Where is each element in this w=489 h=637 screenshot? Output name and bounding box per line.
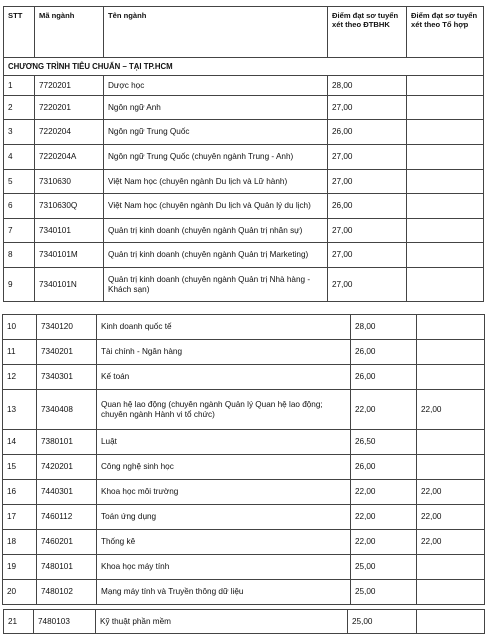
- header-score-dtbhk: Điểm đạt sơ tuyển xét theo ĐTBHK: [328, 7, 407, 58]
- cell-name: Ngôn ngữ Trung Quốc (chuyên ngành Trung - Anh): [104, 145, 328, 170]
- table-row: [3, 580, 485, 605]
- table-row: [3, 455, 485, 480]
- cell-score-combo: 22,00: [417, 530, 485, 555]
- cell-code: 7340101M: [35, 243, 104, 268]
- cell-score-dtbhk: 27,00: [328, 145, 407, 170]
- cell-code: 7340301: [37, 365, 97, 390]
- cell-score-dtbhk: 26,00: [328, 194, 407, 219]
- cell-stt: 5: [4, 170, 35, 194]
- table-row: [3, 555, 485, 580]
- table-row: [3, 530, 485, 555]
- cell-score-combo: [407, 243, 484, 268]
- cell-name: Quan hệ lao động (chuyên ngành Quản lý Quan hệ lao động; chuyên ngành Hành vi tổ chức): [97, 390, 351, 430]
- cell-score-dtbhk: 22,00: [351, 505, 417, 530]
- cell-score-dtbhk: 22,00: [351, 530, 417, 555]
- cell-score-dtbhk: 25,00: [351, 555, 417, 580]
- cell-stt: 10: [3, 315, 37, 340]
- cell-stt: 12: [3, 365, 37, 390]
- cell-name: Luật: [97, 430, 351, 455]
- header-code: Mã ngành: [35, 7, 104, 58]
- cell-stt: 8: [4, 243, 35, 268]
- table-row: [4, 610, 485, 634]
- cell-score-dtbhk: 27,00: [328, 170, 407, 194]
- table-header-row: [4, 7, 484, 58]
- table-block-2: [2, 314, 485, 605]
- cell-code: 7310630Q: [35, 194, 104, 219]
- cell-stt: 20: [3, 580, 37, 605]
- table-row: [4, 120, 484, 145]
- cell-code: 7340101: [35, 219, 104, 243]
- cell-score-dtbhk: 27,00: [328, 268, 407, 302]
- cell-score-dtbhk: 27,00: [328, 219, 407, 243]
- cell-score-dtbhk: 22,00: [351, 390, 417, 430]
- section-row: [4, 58, 484, 76]
- admission-table-part-1: [3, 6, 484, 302]
- cell-stt: 13: [3, 390, 37, 430]
- cell-name: Dược học: [104, 76, 328, 96]
- cell-name: Khoa học máy tính: [97, 555, 351, 580]
- cell-score-dtbhk: 27,00: [328, 243, 407, 268]
- cell-score-combo: [417, 610, 485, 634]
- table-row: [4, 268, 484, 302]
- table-block-3: [3, 609, 485, 634]
- cell-code: 7480101: [37, 555, 97, 580]
- cell-code: 7220204: [35, 120, 104, 145]
- cell-name: Quản trị kinh doanh (chuyên ngành Quản trị Marketing): [104, 243, 328, 268]
- cell-code: 7460112: [37, 505, 97, 530]
- admission-table-part-2: [2, 314, 485, 605]
- table-block-1: [3, 6, 484, 302]
- cell-score-dtbhk: 22,00: [351, 480, 417, 505]
- table-row: [3, 505, 485, 530]
- cell-code: 7380101: [37, 430, 97, 455]
- cell-code: 7220201: [35, 96, 104, 120]
- cell-stt: 19: [3, 555, 37, 580]
- table-row: [4, 145, 484, 170]
- header-score-combo: Điểm đạt sơ tuyển xét theo Tổ hợp: [407, 7, 484, 58]
- cell-score-combo: 22,00: [417, 390, 485, 430]
- cell-stt: 18: [3, 530, 37, 555]
- table-row: [3, 390, 485, 430]
- table-row: [4, 194, 484, 219]
- cell-stt: 21: [4, 610, 34, 634]
- cell-code: 7340101N: [35, 268, 104, 302]
- cell-score-combo: [407, 120, 484, 145]
- cell-code: 7480102: [37, 580, 97, 605]
- cell-score-combo: [407, 96, 484, 120]
- cell-stt: 6: [4, 194, 35, 219]
- cell-name: Quản trị kinh doanh (chuyên ngành Quản trị Nhà hàng - Khách sạn): [104, 268, 328, 302]
- cell-score-combo: [417, 315, 485, 340]
- table-row: [4, 243, 484, 268]
- cell-stt: 7: [4, 219, 35, 243]
- table-row: [3, 340, 485, 365]
- cell-score-combo: [417, 365, 485, 390]
- cell-stt: 11: [3, 340, 37, 365]
- cell-stt: 14: [3, 430, 37, 455]
- cell-code: 7420201: [37, 455, 97, 480]
- cell-score-combo: [417, 430, 485, 455]
- cell-score-combo: [417, 555, 485, 580]
- cell-score-combo: [417, 455, 485, 480]
- table-row: [3, 315, 485, 340]
- cell-code: 7480103: [34, 610, 96, 634]
- cell-name: Công nghệ sinh học: [97, 455, 351, 480]
- cell-name: Thống kê: [97, 530, 351, 555]
- cell-score-combo: 22,00: [417, 505, 485, 530]
- cell-code: 7340408: [37, 390, 97, 430]
- cell-name: Tài chính - Ngân hàng: [97, 340, 351, 365]
- cell-score-combo: [417, 340, 485, 365]
- cell-code: 7460201: [37, 530, 97, 555]
- cell-stt: 4: [4, 145, 35, 170]
- cell-name: Việt Nam học (chuyên ngành Du lịch và Lữ hành): [104, 170, 328, 194]
- cell-stt: 17: [3, 505, 37, 530]
- cell-score-dtbhk: 28,00: [328, 76, 407, 96]
- cell-name: Việt Nam học (chuyên ngành Du lịch và Quản lý du lịch): [104, 194, 328, 219]
- cell-score-combo: [407, 170, 484, 194]
- cell-name: Kế toán: [97, 365, 351, 390]
- cell-name: Ngôn ngữ Anh: [104, 96, 328, 120]
- cell-code: 7440301: [37, 480, 97, 505]
- cell-score-combo: 22,00: [417, 480, 485, 505]
- cell-score-combo: [407, 76, 484, 96]
- table-row: [4, 170, 484, 194]
- cell-stt: 16: [3, 480, 37, 505]
- cell-name: Toán ứng dụng: [97, 505, 351, 530]
- cell-score-combo: [407, 145, 484, 170]
- cell-code: 7310630: [35, 170, 104, 194]
- cell-name: Khoa học môi trường: [97, 480, 351, 505]
- cell-score-dtbhk: 27,00: [328, 96, 407, 120]
- cell-stt: 9: [4, 268, 35, 302]
- cell-score-dtbhk: 26,50: [351, 430, 417, 455]
- table-row: [4, 96, 484, 120]
- cell-score-dtbhk: 26,00: [328, 120, 407, 145]
- cell-name: Kinh doanh quốc tế: [97, 315, 351, 340]
- cell-stt: 1: [4, 76, 35, 96]
- cell-name: Ngôn ngữ Trung Quốc: [104, 120, 328, 145]
- cell-code: 7340201: [37, 340, 97, 365]
- admission-table-part-3: [3, 609, 485, 634]
- table-row: [3, 430, 485, 455]
- cell-score-combo: [407, 194, 484, 219]
- cell-stt: 2: [4, 96, 35, 120]
- cell-score-dtbhk: 26,00: [351, 340, 417, 365]
- cell-score-combo: [407, 268, 484, 302]
- cell-score-dtbhk: 25,00: [348, 610, 417, 634]
- cell-score-dtbhk: 26,00: [351, 365, 417, 390]
- cell-score-dtbhk: 28,00: [351, 315, 417, 340]
- cell-code: 7220204A: [35, 145, 104, 170]
- cell-stt: 15: [3, 455, 37, 480]
- table-row: [3, 480, 485, 505]
- cell-name: Mạng máy tính và Truyền thông dữ liệu: [97, 580, 351, 605]
- cell-name: Quản trị kinh doanh (chuyên ngành Quản trị nhân sự): [104, 219, 328, 243]
- table-row: [4, 219, 484, 243]
- cell-score-combo: [417, 580, 485, 605]
- header-name: Tên ngành: [104, 7, 328, 58]
- cell-code: 7340120: [37, 315, 97, 340]
- cell-score-combo: [407, 219, 484, 243]
- cell-score-dtbhk: 26,00: [351, 455, 417, 480]
- header-stt: STT: [4, 7, 35, 58]
- cell-code: 7720201: [35, 76, 104, 96]
- cell-score-dtbhk: 25,00: [351, 580, 417, 605]
- cell-stt: 3: [4, 120, 35, 145]
- cell-name: Kỹ thuật phần mềm: [96, 610, 348, 634]
- section-title: CHƯƠNG TRÌNH TIÊU CHUẨN – TẠI TP.HCM: [4, 58, 484, 76]
- table-row: [4, 76, 484, 96]
- table-row: [3, 365, 485, 390]
